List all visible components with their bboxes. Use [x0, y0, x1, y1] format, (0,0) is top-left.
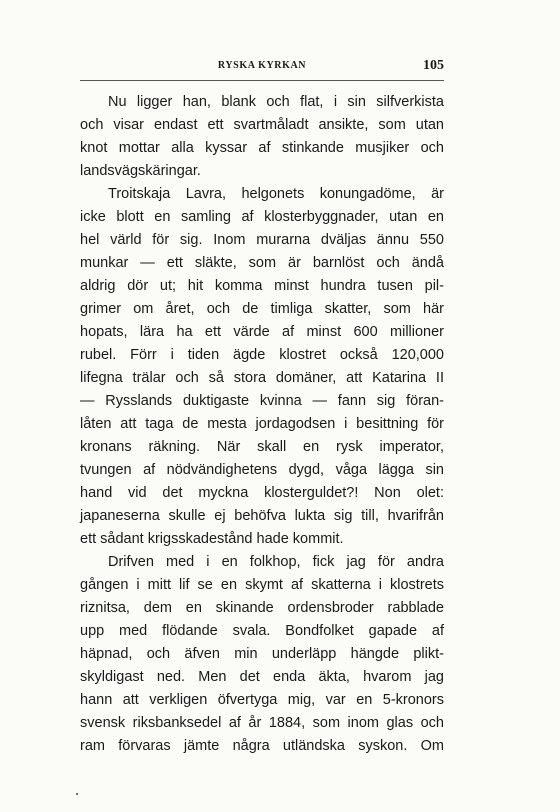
body-text [80, 91, 444, 758]
text-line: ett sådant krigsskadestånd hade kommit. [80, 531, 344, 547]
text-line: rubel. Förr i tiden ägde klostret också 120,000 [80, 347, 444, 363]
text-line: gången i mitt lif se en skymt af skatterna i klostrets [80, 577, 444, 593]
text-line: skyldigast ned. Men det enda äkta, hvarom jag [80, 669, 444, 685]
text-line: ram förvaras jämte några utländska syskon. Om [80, 738, 444, 754]
paragraph-3 [80, 551, 444, 758]
text-line: icke blott en samling af klosterbyggnader, utan en [80, 209, 444, 225]
text-line: häpnad, och äfven min underläpp hängde plikt- [80, 646, 444, 662]
text-line: Nu ligger han, blank och flat, i sin silfverkista [108, 94, 444, 110]
text-line: Troitskaja Lavra, helgonets konungadöme, är [108, 186, 444, 202]
text-line: japaneserna skulle ej behöfva lukta sig till, hvarifrån [80, 508, 444, 524]
page-number: 105 [423, 58, 444, 73]
paragraph-1 [80, 91, 444, 183]
text-line: och visar endast ett svartmåladt ansikte, som utan [80, 117, 444, 133]
running-head: RYSKA KYRKAN [217, 60, 307, 71]
text-line: hann att verkligen öfvertyga mig, var en 5-kronors [80, 692, 444, 708]
text-line: tvungen af nödvändighetens dygd, våga lägga sin [80, 462, 444, 478]
text-line: svensk riksbanksedel af år 1884, som inom glas och [80, 715, 444, 731]
text-line: aldrig dör ut; hit komma minst hundra tusen pil- [80, 278, 444, 294]
text-line: lifegna trälar och så stora domäner, att Katarina II [80, 370, 444, 386]
paragraph-2 [80, 183, 444, 551]
header-rule [80, 80, 444, 81]
text-line: kronans räkning. När skall en rysk imperator, [80, 439, 444, 455]
text-line: upp med flödande svala. Bondfolket gapade af [80, 623, 444, 639]
stray-ink-dot [76, 793, 78, 795]
text-line: grimer om året, och de timliga skatter, som här [80, 301, 444, 317]
text-line: hand vid det myckna klosterguldet?! Non olet: [80, 485, 444, 501]
text-line: riznitsa, dem en skinande ordensbroder rabblade [80, 600, 444, 616]
text-line: landsvägskäringar. [80, 163, 201, 179]
text-line: munkar — ett släkte, som är barnlöst och ändå [80, 255, 444, 271]
text-line: hopats, lära ha ett värde af minst 600 millioner [80, 324, 444, 340]
text-line: — Rysslands duktigaste kvinna — fann sig föran- [80, 393, 444, 409]
text-line: låten att taga de mesta jordagodsen i besittning för [80, 416, 444, 432]
text-line: Drifven med i en folkhop, fick jag för andra [108, 554, 444, 570]
text-line: knot mottar alla kyssar af stinkande musjiker och [80, 140, 444, 156]
text-line: hel värld för sig. Inom murarna dväljas ännu 550 [80, 232, 444, 248]
page-header [80, 58, 444, 78]
